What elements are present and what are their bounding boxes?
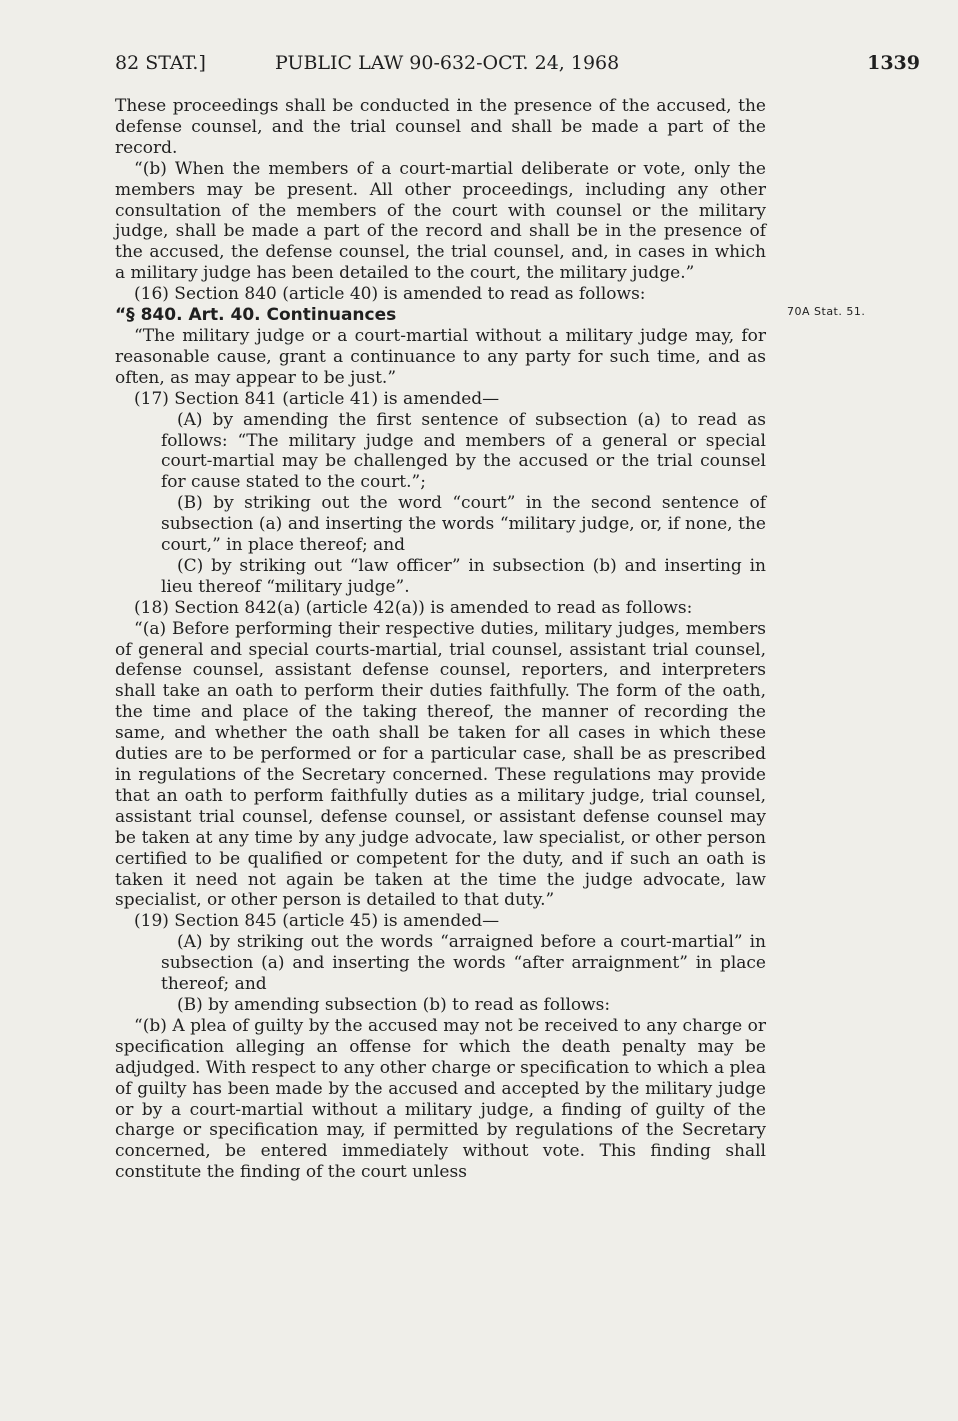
paragraph: (19) Section 845 (article 45) is amended— xyxy=(134,911,500,932)
paragraph: “(a) Before performing their respective duties, military judges, members of general and special courts-martial, trial counsel, assistant trial counsel, defense counsel, assistant defense counsel, reporters, and interpreters shall take an oath to perform their duties faithfully. The form of the oath, the time and place of the taking thereof, the manner of recording the same, and whether the oath shall be taken for all cases in which these duties are to be performed or for a particular case, shall be as prescribed in regulations of the Secretary concerned. These regulations may provide that an oath to perform faithfully duties as a military judge, trial counsel, assistant trial counsel, defense counsel, or assistant defense counsel may be taken at any time by any judge advocate, law specialist, or other person certified to be qualified or competent for the duty, and if such an oath is taken it need not again be taken at the time the judge advocate, law specialist, or other person is detailed to that duty.” xyxy=(115,618,766,911)
subparagraph: (B) by striking out the word “court” in the second sentence of subsection (a) and inserting the words “military judge, or, if none, the court,” in place thereof; and xyxy=(161,493,766,556)
body-text xyxy=(115,96,766,1183)
subparagraph: (C) by striking out “law officer” in subsection (b) and inserting in lieu thereof “military judge”. xyxy=(161,555,766,597)
paragraph: “(b) When the members of a court-martial deliberate or vote, only the members may be present. All other proceedings, including any other consultation of the members of the court with counsel or the military judge, shall be made a part of the record and shall be in the presence of the accused, the defense counsel, the trial counsel, and, in cases in which a military judge has been detailed to the court, the military judge.” xyxy=(115,158,766,284)
subparagraph: (B) by amending subsection (b) to read as follows: xyxy=(177,994,611,1015)
paragraph: (17) Section 841 (article 41) is amended— xyxy=(134,388,500,409)
page-number: 1339 xyxy=(867,52,920,74)
paragraph: (18) Section 842(a) (article 42(a)) is amended to read as follows: xyxy=(134,597,693,618)
section-heading: “§ 840. Art. 40. Continuances xyxy=(115,305,397,326)
running-title: PUBLIC LAW 90-632-OCT. 24, 1968 xyxy=(275,52,620,74)
margin-note: 70A Stat. 51. xyxy=(787,305,866,318)
paragraph: “The military judge or a court-martial without a military judge may, for reasonable cause, grant a continuance to any party for such time, and as often, as may appear to be just.” xyxy=(115,325,766,388)
subparagraph: (A) by amending the first sentence of subsection (a) to read as follows: “The military judge and members of a general or special court-martial may be challenged by the accused or the trial counsel for cause stated to the court.”; xyxy=(161,409,766,493)
page-header xyxy=(115,52,920,82)
statute-citation: 82 STAT.] xyxy=(115,52,206,74)
paragraph: “(b) A plea of guilty by the accused may not be received to any charge or specification alleging an offense for which the death penalty may be adjudged. With respect to any other charge or specification to which a plea of guilty has been made by the accused and accepted by the military judge or by a court-martial without a military judge, a finding of guilty of the charge or specification may, if permitted by regulations of the Secretary concerned, be entered immediately without vote. This finding shall constitute the finding of the court unless xyxy=(115,1015,766,1183)
subparagraph: (A) by striking out the words “arraigned before a court-martial” in subsection (a) and inserting the words “after arraignment” in place thereof; and xyxy=(161,932,766,995)
paragraph: (16) Section 840 (article 40) is amended to read as follows: xyxy=(134,284,646,305)
paragraph: These proceedings shall be conducted in the presence of the accused, the defense counsel, and the trial counsel and shall be made a part of the record. xyxy=(115,96,766,158)
